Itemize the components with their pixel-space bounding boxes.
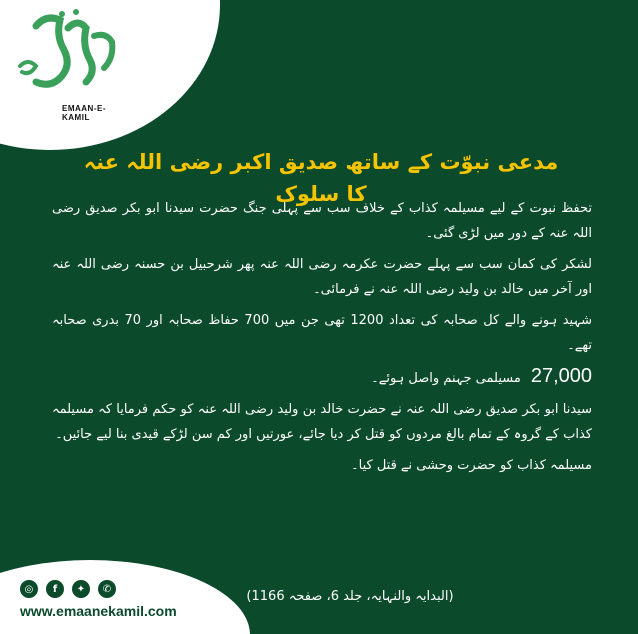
instagram-icon[interactable]: ◎ xyxy=(20,580,38,598)
paragraph-1: تحفظ نبوت کے لیے مسیلمہ کذاب کے خلاف سب سے پہلی جنگ حضرت سیدنا ابو بکر صدیق رضی اللہ عنہ کے دور میں لڑی گئی۔ xyxy=(52,201,592,241)
killed-count: 27,000 xyxy=(530,365,592,387)
logo-caption: EMAAN-E-KAMIL xyxy=(62,104,106,122)
twitter-icon[interactable]: ✦ xyxy=(72,580,90,598)
whatsapp-icon[interactable]: ✆ xyxy=(98,580,116,598)
brand-logo xyxy=(16,6,126,122)
post-body xyxy=(52,196,592,484)
paragraph-4-text: مسیلمی جہنم واصل ہوئے۔ xyxy=(371,371,521,386)
paragraph-6: مسیلمہ کذاب کو حضرت وحشی نے قتل کیا۔ xyxy=(351,458,592,473)
website-link[interactable]: www.emaanekamil.com xyxy=(20,603,177,619)
paragraph-4 xyxy=(52,364,592,391)
paragraph-3: شہید ہونے والے کل صحابہ کی تعداد 1200 تھی جن میں 700 حفاظ صحابہ اور 70 بدری صحابہ تھے۔ xyxy=(52,313,592,353)
paragraph-2: لشکر کی کمان سب سے پہلے حضرت عکرمہ رضی اللہ عنہ پھر شرحبیل بن حسنہ رضی اللہ عنہ اور آخر میں خالد بن ولید رضی اللہ عنہ نے فرمائی۔ xyxy=(52,257,592,297)
paragraph-5: سیدنا ابو بکر صدیق رضی اللہ عنہ نے حضرت خالد بن ولید رضی اللہ عنہ کو حکم فرمایا کہ مسیلمہ کذاب کے گروہ کے تمام بالغ مردوں کو قتل کر دیا جائے، عورتیں اور کم سن لڑکے قیدی بنا لیے جائیں۔ xyxy=(52,402,592,442)
facebook-icon[interactable]: f xyxy=(46,580,64,598)
social-links xyxy=(20,580,116,598)
source-reference: (البدایہ والنہایہ، جلد 6، صفحہ 1166) xyxy=(246,589,454,604)
logo-calligraphy-icon xyxy=(16,6,126,106)
post-title: مدعی نبوّت کے ساتھ صدیق اکبر رضی اللہ عنہ کا سلوک xyxy=(83,150,559,206)
